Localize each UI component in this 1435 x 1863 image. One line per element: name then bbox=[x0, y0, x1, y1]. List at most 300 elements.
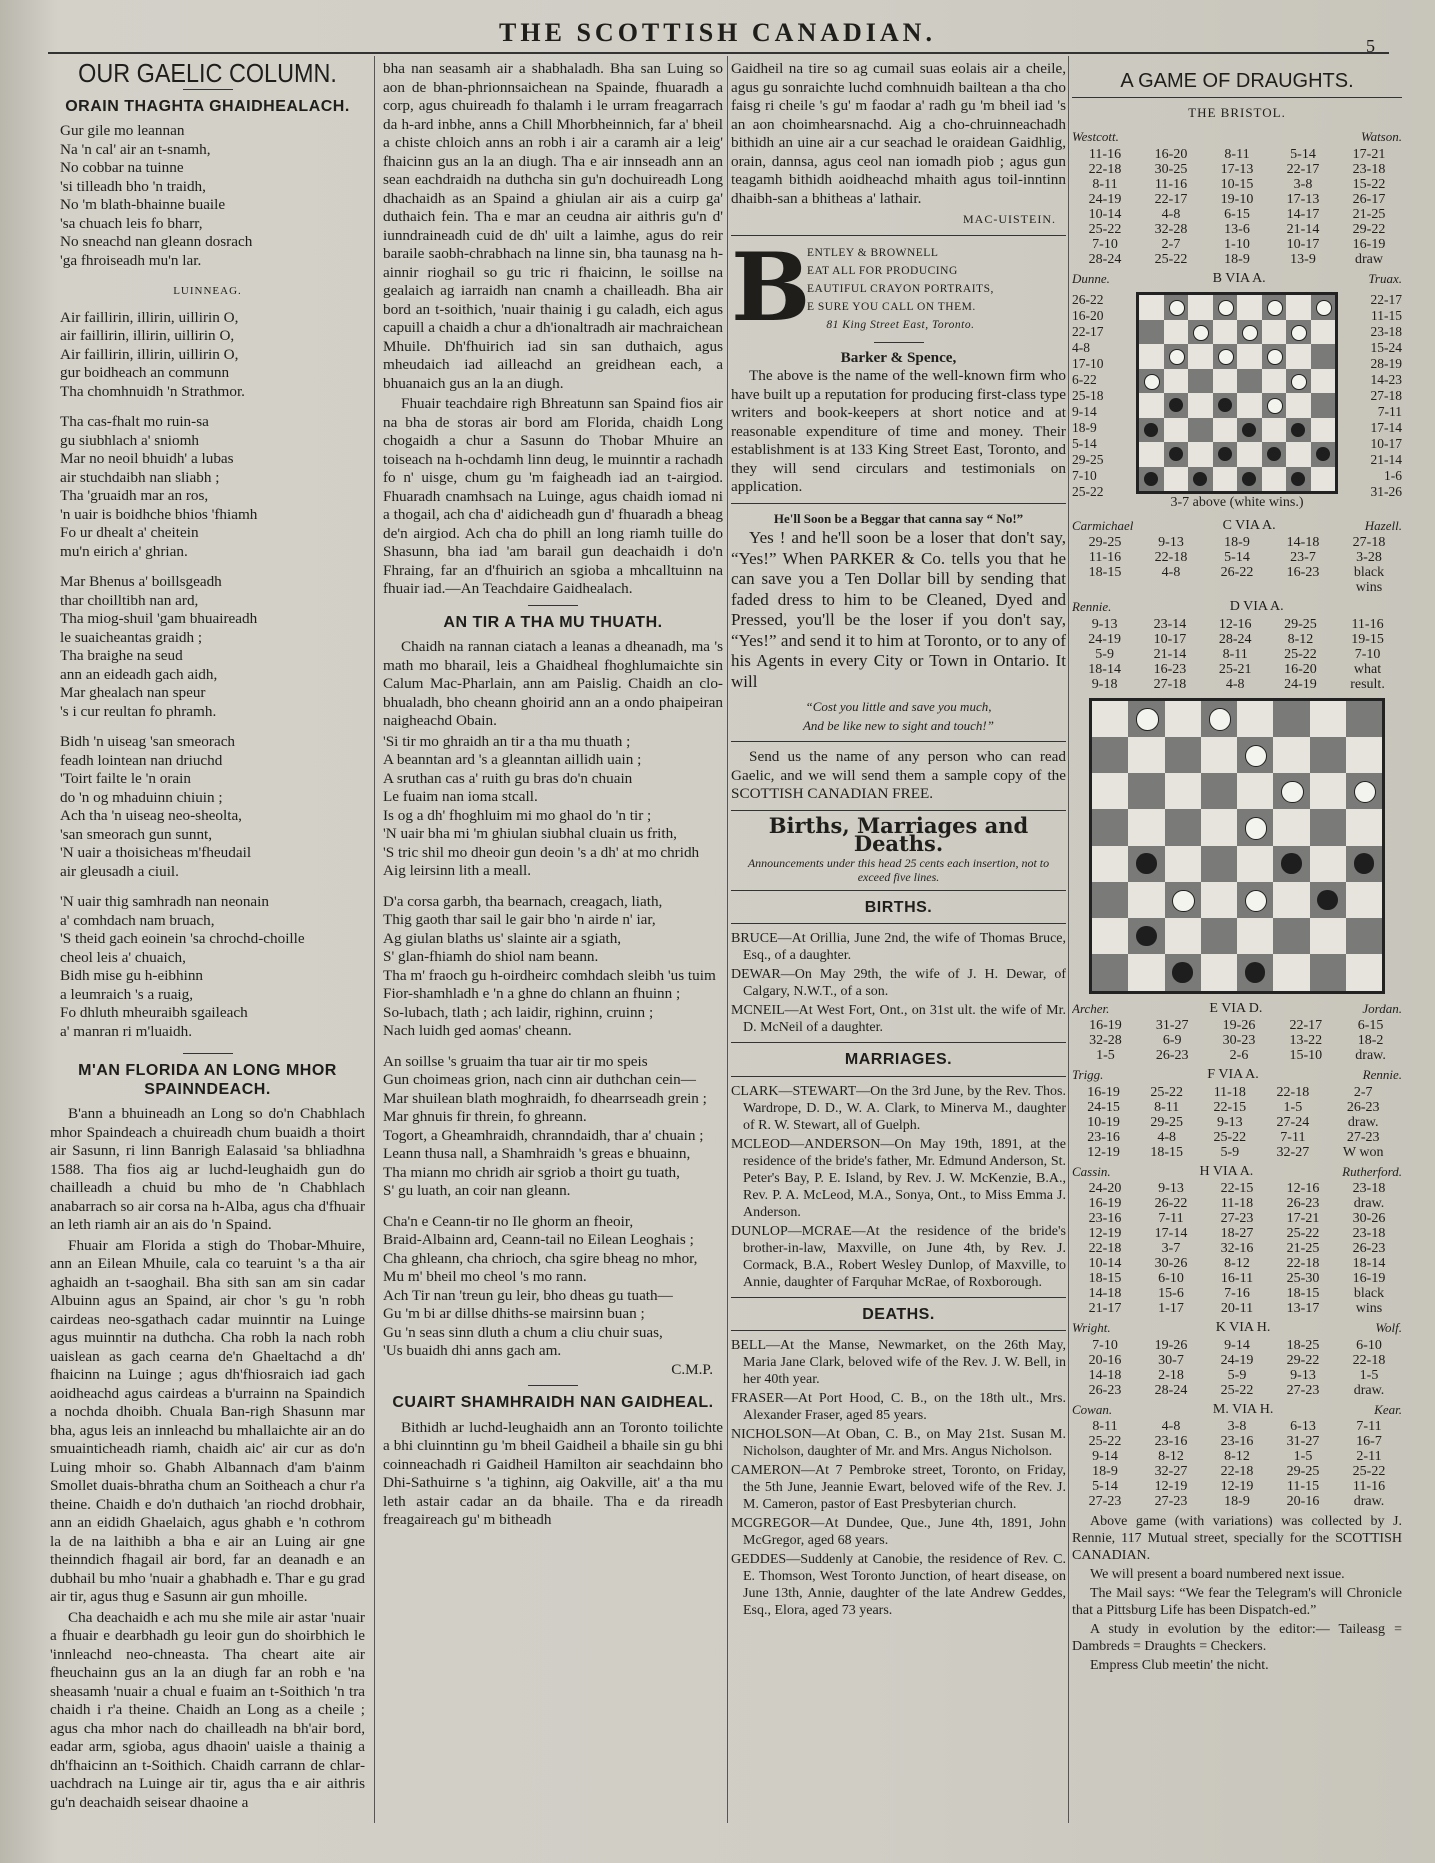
move-cell: 16-7 bbox=[1356, 1434, 1382, 1449]
move-cell: 26-23 bbox=[1286, 1196, 1320, 1211]
board-dark-square bbox=[1262, 344, 1287, 369]
moves-row bbox=[1072, 617, 1402, 632]
move-cell: 5-9 bbox=[1220, 1144, 1240, 1160]
black-piece bbox=[1242, 472, 1256, 486]
moves-row bbox=[1072, 1115, 1402, 1130]
moves-row bbox=[1072, 550, 1402, 565]
move-cell: 27-23 bbox=[1346, 1129, 1380, 1145]
board-dark-square bbox=[1262, 295, 1287, 320]
white-piece bbox=[1245, 817, 1267, 839]
move-cell: 7-11 bbox=[1280, 1129, 1306, 1145]
move-cell: 3-8 bbox=[1227, 1419, 1247, 1434]
player-name: Jordan. bbox=[1362, 1000, 1402, 1016]
move-cell: 8-11 bbox=[1092, 176, 1118, 192]
board-light-square bbox=[1188, 393, 1213, 418]
move-cell: 16-20 bbox=[1154, 146, 1188, 162]
notice-text: Send us the name of any person who can read Gaelic, and we will send them a sample copy of the SCOTTISH CANADIAN FREE. bbox=[731, 748, 1066, 802]
board-light-square bbox=[1092, 701, 1128, 737]
white-piece bbox=[1193, 325, 1209, 341]
move-cell bbox=[1204, 580, 1270, 595]
move-cell: 2-7 bbox=[1353, 1084, 1373, 1100]
move-cell: 6-10 bbox=[1158, 1271, 1184, 1286]
white-piece bbox=[1281, 781, 1303, 803]
move-cell: 7-10 bbox=[1354, 646, 1381, 662]
moves-table bbox=[1072, 1419, 1402, 1509]
board-light-square bbox=[1237, 773, 1273, 809]
move-cell: 2-11 bbox=[1356, 1449, 1382, 1464]
move-cell: 13-9 bbox=[1290, 251, 1316, 267]
move-cell: 13-17 bbox=[1286, 1301, 1320, 1316]
move-item: 17-10 bbox=[1072, 356, 1104, 371]
move-cell: 18-15 bbox=[1088, 565, 1122, 580]
move-cell: 18-14 bbox=[1088, 661, 1121, 677]
poem-stanza: 'Si tir mo ghraidh an tir a tha mu thuath ; A beanntan ard 's a gleanntan aillidh uain ; A sruthan cas a' ruith gu bras do'n chuain Le fuaim nan ioma stcall. Is og a dh' fhoghluim mi mo ghaol do 'n tir ; 'N uair bha mi 'm ghiulan siubhal cluain us frith, 'S tric shil mo dheoir gun deoin 's a dh' at mo chridh Aig leirsinn lith a meall. bbox=[383, 732, 700, 879]
move-item: 6-22 bbox=[1072, 372, 1097, 387]
ad-title: Barker & Spence, bbox=[840, 348, 957, 366]
move-cell: 3-28 bbox=[1356, 550, 1382, 565]
move-cell: 32-16 bbox=[1220, 1241, 1254, 1256]
board-dark-square bbox=[1188, 369, 1213, 394]
footer-note: A study in evolution by the editor:— Taileasg = Dambreds = Draughts = Checkers. bbox=[1072, 1622, 1402, 1654]
moves-row bbox=[1072, 177, 1402, 192]
move-cell: 16-20 bbox=[1284, 661, 1317, 677]
board-dark-square bbox=[1213, 295, 1238, 320]
move-cell: 25-22 bbox=[1352, 1464, 1386, 1479]
ad-title: He'll Soon be a Beggar that canna say “ No!” bbox=[773, 510, 1024, 526]
board-dark-square bbox=[1128, 918, 1164, 954]
variation-label: M. VIA H. bbox=[1212, 1401, 1274, 1417]
board-dark-square bbox=[1128, 773, 1164, 809]
white-piece bbox=[1169, 349, 1185, 365]
white-piece bbox=[1245, 890, 1267, 912]
move-cell: 16-23 bbox=[1153, 661, 1187, 677]
move-cell: 19-26 bbox=[1222, 1018, 1256, 1033]
moves-row bbox=[1072, 1130, 1402, 1145]
move-cell: 25-30 bbox=[1286, 1271, 1320, 1286]
column-gaelic bbox=[50, 60, 365, 1823]
board-dark-square bbox=[1092, 954, 1128, 990]
move-item: 26-22 bbox=[1072, 292, 1104, 307]
move-cell: 5-14 bbox=[1224, 550, 1250, 565]
birth-entry: BRUCE—At Orillia, June 2nd, the wife of Thomas Bruce, Esq., of a daughter. bbox=[731, 931, 1066, 963]
variation-label: D VIA A. bbox=[1229, 599, 1284, 614]
section-title: Births, Marriages and Deaths. bbox=[768, 812, 1029, 856]
board-dark-square bbox=[1311, 295, 1336, 320]
move-cell: 4-8 bbox=[1161, 565, 1181, 580]
move-cell: 16-19 bbox=[1352, 236, 1386, 252]
white-piece bbox=[1136, 708, 1158, 730]
board-dark-square bbox=[1128, 701, 1164, 737]
board-dark-square bbox=[1139, 320, 1164, 345]
black-piece bbox=[1136, 853, 1156, 873]
white-piece bbox=[1267, 349, 1283, 365]
move-cell: 29-22 bbox=[1352, 221, 1386, 237]
chorus: Air faillirin, illirin, uillirin O, air faillirin, illirin, uillirin O, Air faillirin, illirin, uillirin O, gur boidheach an communn Tha chomhnuidh 'n Strathmor. bbox=[60, 308, 245, 400]
board-light-square bbox=[1201, 737, 1237, 773]
verse: Bidh 'n uiseag 'san smeorach feadh lointean nan driuchd 'Toirt failte le 'n orain do 'n og mhaduinn chiuin ; Ach tha 'n uiseag neo-sheoltа, 'san smeorach gun sunnt, 'N uair a thoisicheas m'fheudail air gleusadh a ciuil. bbox=[60, 733, 252, 880]
player-name: Wolf. bbox=[1375, 1320, 1402, 1335]
move-cell: 16-19 bbox=[1088, 1196, 1122, 1211]
article-paragraph: Chaidh na rannan ciatach a leanas a dheanadh, ma 's math mo bharail, leis a Ghaidheal fhoghlumaichte sin Calum Mac-Pharlain, ann am Paislig. Chaidh an clo-bhualadh, bho cheann ghoirid ann an a ondo phaipeiran naigheachd Obain. bbox=[383, 638, 723, 729]
moves-row bbox=[1072, 1085, 1402, 1100]
move-cell: 9-13 bbox=[1091, 616, 1118, 632]
move-cell: 22-18 bbox=[1276, 1084, 1310, 1100]
verse: Gur gile mo leannan Na 'n cal' air an t-snamh, No cobbar na tuinne 'si tilleadh bho 'n traidh, No 'm blath-bhainne buaile 'sa chuach leis fo bharr, No sneachd nan gleann dosrach 'ga fhroiseadh mu'n lar. bbox=[60, 122, 253, 269]
board-dark-square bbox=[1092, 809, 1128, 845]
move-item: 7-11 bbox=[1377, 404, 1402, 419]
move-cell: 4-8 bbox=[1161, 206, 1181, 222]
move-cell: 26-23 bbox=[1352, 1241, 1386, 1256]
board-light-square bbox=[1164, 418, 1189, 443]
black-piece bbox=[1281, 853, 1301, 873]
move-cell: 5-9 bbox=[1227, 1367, 1247, 1383]
board-light-square bbox=[1262, 418, 1287, 443]
board-light-square bbox=[1213, 467, 1238, 492]
player-name: Archer. bbox=[1072, 1000, 1110, 1016]
move-cell: 9-13 bbox=[1216, 1114, 1243, 1130]
move-cell: 8-12 bbox=[1224, 1256, 1250, 1271]
move-cell: 15-22 bbox=[1352, 176, 1386, 192]
board-dark-square bbox=[1346, 918, 1382, 954]
board-dark-square bbox=[1201, 918, 1237, 954]
board-light-square bbox=[1164, 320, 1189, 345]
move-cell: 30-26 bbox=[1154, 1256, 1188, 1271]
moves-row bbox=[1072, 677, 1402, 692]
board-dark-square bbox=[1139, 418, 1164, 443]
board-light-square bbox=[1139, 393, 1164, 418]
move-cell: 28-24 bbox=[1154, 1382, 1188, 1398]
move-cell: what bbox=[1353, 661, 1382, 677]
move-cell: 27-23 bbox=[1220, 1211, 1254, 1226]
moves-row bbox=[1072, 535, 1402, 550]
move-cell: 10-15 bbox=[1220, 176, 1254, 192]
draughts-board bbox=[1136, 292, 1338, 494]
ad-initial: B bbox=[731, 232, 811, 343]
move-cell bbox=[1072, 580, 1138, 595]
ad-line: E SURE YOU CALL ON THEM. bbox=[807, 300, 976, 313]
board-dark-square bbox=[1346, 846, 1382, 882]
board-light-square bbox=[1286, 442, 1311, 467]
board-light-square bbox=[1310, 773, 1346, 809]
article-paragraph: bha nan seasamh air a shabhaladh. Bha san Luing so aon de bhan-phrionnsaichean na Spainde, fhuaradh a corp, agus chuireadh fo thalamh i le urram freagarrach da h-ard inbhe, anns a Chill Mhorbheinnich, far a' bheil a chiste chloich anns an robh i air a caramh air a leig' fhaicinn gus an la an diugh. Tha e air innseadh ann an sean eachdraidh na duthcha sin gu'n dochuireadh Long dhachaidh as an Spaind a ghiulan air ais a cuirp ga' duthaich fein. Tha e mar an ceudna air aithris gu'n d' iunndraineadh cuid de dh' uilt a laimhe, agus do reir baraile saobh-chrabhach na linne sin, bha taunasg na h-ainnir rioghail so gu tric ri fhaicinn, le soillse na gealaich ag iarraidh nan cnamh a chailleadh. Bha air bord an t-soithich, 'nuair thainig i gu caladh, eich agus capuill a chaidh a chur a dh'ionaltradh air machraichean Mhuile. Dh'fhuirich iad sin san duthaich, agus mheudaich iad ailleachd an greidhean each, a bhuanaich gus an la an diugh. bbox=[383, 60, 723, 392]
variation-label: B VIA A. bbox=[1212, 270, 1266, 286]
move-cell: 16-11 bbox=[1220, 1271, 1254, 1286]
move-item: 31-26 bbox=[1370, 484, 1402, 499]
move-cell: 29-25 bbox=[1286, 1464, 1320, 1479]
poem-stanza: An soillse 's gruaim tha tuar air tir mo speis Gun choimeas grion, nach cinn air duthchan cein— Mar shuilean blath moghraidh, fo dhearrsеadh grein ; Mar ghnuis fir threin, fo ghreann. Togort, a Gheamhraidh, chranndaidh, thar a' chuain ; Leann thusa nall, a Shamhraidh 's greas e bhuainn, Tha miann mo chridh air sgriob a thoirt gu tuath, S' gu luath, an coir nan gleann. bbox=[383, 1052, 707, 1199]
move-cell bbox=[1138, 580, 1204, 595]
move-cell: 11-16 bbox=[1351, 616, 1384, 632]
board-light-square bbox=[1128, 882, 1164, 918]
move-cell: 27-23 bbox=[1286, 1382, 1320, 1398]
move-cell: 10-17 bbox=[1286, 236, 1320, 252]
move-cell: 27-23 bbox=[1154, 1494, 1188, 1509]
variation-label: C VIA A. bbox=[1222, 517, 1276, 533]
verse: 'N uair thig samhradh nan neonain a' comhdach nam bruach, 'S theid gach eoinein 'sa chrochd-choille cheol leis a' chuaich, Bidh mise gu h-eibhinn a leumraich 's a ruaig, Fo dhluth mheuraibh sgaileach a' manran ri m'luaidh. bbox=[60, 893, 305, 1040]
move-cell: 32-27 bbox=[1154, 1464, 1188, 1479]
move-cell: 7-11 bbox=[1356, 1419, 1382, 1434]
move-cell: 12-16 bbox=[1218, 616, 1252, 632]
moves-row bbox=[1072, 147, 1402, 162]
move-cell: 31-27 bbox=[1155, 1018, 1189, 1033]
board-dark-square bbox=[1262, 393, 1287, 418]
board-light-square bbox=[1237, 442, 1262, 467]
board-light-square bbox=[1213, 369, 1238, 394]
signature: MAC-UISTEIN. bbox=[963, 212, 1056, 226]
board-light-square bbox=[1164, 369, 1189, 394]
player-name: Wright. bbox=[1072, 1320, 1111, 1335]
board-light-square bbox=[1346, 737, 1382, 773]
move-cell: 11-16 bbox=[1088, 550, 1122, 565]
board-light-square bbox=[1262, 320, 1287, 345]
moves-row bbox=[1072, 1368, 1402, 1383]
board-dark-square bbox=[1201, 846, 1237, 882]
board-dark-square bbox=[1237, 369, 1262, 394]
move-cell: 1-5 bbox=[1359, 1367, 1379, 1383]
variation-label: H VIA A. bbox=[1199, 1163, 1254, 1179]
moves-row bbox=[1072, 1271, 1402, 1286]
move-cell: 7-10 bbox=[1092, 1337, 1118, 1353]
moves-table bbox=[1072, 617, 1402, 692]
board-light-square bbox=[1213, 418, 1238, 443]
moves-row bbox=[1072, 1018, 1402, 1033]
move-cell: 22-17 bbox=[1154, 191, 1188, 207]
board-dark-square bbox=[1092, 737, 1128, 773]
death-entry: CAMERON—At 7 Pembroke street, Toronto, on Friday, the 5th June, Jeannie Ewart, beloved wife of the Rev. J. M. Cameron, pastor of East Presbyterian church. bbox=[731, 1463, 1066, 1512]
board-light-square bbox=[1139, 442, 1164, 467]
death-entry: GEDDES—Suddenly at Canobie, the residence of Rev. C. E. Thomson, West Toronto Junction, of heart disease, on June 13th, Annie, daughter of the late Andrew Geddes, Esq., Elora, aged 73 years. bbox=[731, 1552, 1066, 1618]
moves-row bbox=[1072, 632, 1402, 647]
move-item: 17-14 bbox=[1370, 420, 1402, 435]
move-cell: 6-15 bbox=[1357, 1018, 1384, 1033]
black-piece bbox=[1136, 926, 1156, 946]
moves-row bbox=[1072, 1434, 1402, 1449]
move-cell: 31-27 bbox=[1286, 1434, 1320, 1449]
white-piece bbox=[1291, 325, 1307, 341]
board-light-square bbox=[1310, 701, 1346, 737]
move-cell: 23-18 bbox=[1352, 1181, 1386, 1196]
move-cell: 19-15 bbox=[1351, 631, 1384, 647]
move-cell: 24-19 bbox=[1284, 676, 1317, 692]
board-light-square bbox=[1201, 954, 1237, 990]
move-cell: 29-22 bbox=[1286, 1352, 1320, 1368]
white-piece bbox=[1354, 781, 1376, 803]
board-light-square bbox=[1165, 846, 1201, 882]
moves-row bbox=[1072, 222, 1402, 237]
move-cell: 9-14 bbox=[1224, 1337, 1250, 1353]
moves-list bbox=[1356, 292, 1402, 513]
move-cell: 22-18 bbox=[1286, 1256, 1320, 1271]
white-piece bbox=[1218, 300, 1234, 316]
board-light-square bbox=[1237, 393, 1262, 418]
white-piece bbox=[1316, 300, 1332, 316]
moves-table bbox=[1072, 1181, 1402, 1316]
move-cell: 22-18 bbox=[1154, 550, 1188, 565]
ad-text: Yes ! and he'll soon be a loser that don't say, “Yes!” When PARKER & Co. tells you that he can save you a Ten Dollar bill by sending that faded dress to him to be Cleaned, Dyed and Pressed, you'll be the loser if you don't say, “Yes!” and send it to him at Toronto, or to any of his Agents in every City or Town in Ontario. It will bbox=[731, 528, 1066, 691]
verse: Mar Bhenus a' boillsgeadh thar choilltibh nan ard, Tha miog-shuil 'gam bhuaireadh le suaicheantas graidh ; Tha braighe na seud ann an eideadh gach aidh, Mar ghealach nan speur 's i cur reultan fo phramh. bbox=[60, 573, 258, 720]
move-cell: 18-14 bbox=[1352, 1256, 1386, 1271]
player-name: Rennie. bbox=[1362, 1067, 1402, 1082]
move-cell: 23-16 bbox=[1088, 1211, 1122, 1226]
moves-row bbox=[1072, 1100, 1402, 1115]
board-light-square bbox=[1139, 344, 1164, 369]
column-divider bbox=[1068, 56, 1069, 1823]
column-ads-notices bbox=[731, 60, 1066, 1823]
game-name: THE BRISTOL. bbox=[1188, 104, 1286, 120]
white-piece bbox=[1169, 300, 1185, 316]
moves-row bbox=[1072, 207, 1402, 222]
white-piece bbox=[1267, 300, 1283, 316]
move-cell: 23-14 bbox=[1153, 616, 1187, 632]
article-title: CUAIRT SHAMHRAIDH NAN GAIDHEAL. bbox=[392, 1394, 714, 1411]
board-light-square bbox=[1128, 954, 1164, 990]
move-cell: draw. bbox=[1347, 1114, 1379, 1130]
move-cell: 11-18 bbox=[1213, 1084, 1246, 1100]
move-cell: 8-12 bbox=[1224, 1449, 1250, 1464]
black-piece bbox=[1317, 890, 1337, 910]
move-item: 9-14 bbox=[1072, 404, 1097, 419]
black-piece bbox=[1218, 398, 1232, 412]
move-cell: 24-19 bbox=[1220, 1352, 1254, 1368]
article-paragraph: Fhuair teachdaire righ Bhreatunn san Spaind fios air na bha de storas air bord am Florida, chaidh Long chogaidh a chur a Sasunn do Thobar Mhuire an toiseach na h-ochdamh linn deug, le muinntir a rachadh fo n' uisge, chum gu 'm faigheadh iad an t-airgiod. Fhuaradh cnamhsach na Luinge, agus chaidh iomad ni a thogail, ach cha d' aidicheadh gun d' fhuaradh a bheag de'n airgiod. Ach cha do phill an long riamh tuille do Shasunn, bha iad 'am barail gun deachaidh i do'n Fhraing, far an d'fhuirich an sgioba a mhcalltuinn na fhuair iad.—An Teachdaire Gaidhealach. bbox=[383, 395, 723, 597]
board-dark-square bbox=[1237, 809, 1273, 845]
board-light-square bbox=[1311, 369, 1336, 394]
moves-row bbox=[1072, 1338, 1402, 1353]
moves-row bbox=[1072, 1301, 1402, 1316]
white-piece bbox=[1144, 374, 1160, 390]
board-light-square bbox=[1237, 295, 1262, 320]
move-cell: 11-16 bbox=[1154, 176, 1188, 192]
black-piece bbox=[1291, 472, 1305, 486]
verse: Tha cas-fhalt mo ruin-sa gu siubhlach a' sniomh Mar no neoil bhuidh' a lubas air stuchdaibh nan sliabh ; Tha 'gruaidh mar an ros, 'n uair is boidhche bhios 'fhiamh Fo ur dhealt a' cheitein mu'n eirich a' ghrian. bbox=[60, 413, 258, 560]
move-cell: 29-25 bbox=[1088, 535, 1122, 550]
player-name: Dunne. bbox=[1072, 270, 1110, 286]
move-cell: 28-24 bbox=[1088, 251, 1122, 267]
variation-label: F VIA A. bbox=[1207, 1067, 1259, 1082]
move-cell: 24-20 bbox=[1088, 1181, 1122, 1196]
move-cell: 27-23 bbox=[1088, 1494, 1122, 1509]
signature: C.M.P. bbox=[671, 1360, 713, 1378]
move-cell: 21-14 bbox=[1286, 221, 1320, 237]
board-dark-square bbox=[1213, 344, 1238, 369]
move-cell: 15-10 bbox=[1289, 1048, 1323, 1063]
board-dark-square bbox=[1237, 418, 1262, 443]
player-name: Truax. bbox=[1368, 270, 1402, 286]
move-item: 28-19 bbox=[1370, 356, 1402, 371]
board-light-square bbox=[1213, 320, 1238, 345]
board-light-square bbox=[1092, 918, 1128, 954]
move-cell: 23-18 bbox=[1352, 161, 1386, 177]
board-light-square bbox=[1311, 320, 1336, 345]
births-heading: BIRTHS. bbox=[864, 898, 933, 916]
move-cell: wins bbox=[1355, 580, 1383, 595]
moves-row bbox=[1072, 1256, 1402, 1271]
board-dark-square bbox=[1164, 442, 1189, 467]
move-cell: 12-16 bbox=[1286, 1181, 1320, 1196]
board-dark-square bbox=[1188, 418, 1213, 443]
column-divider bbox=[727, 56, 728, 1823]
ad-quote: “Cost you little and save you much, And be like new to sight and touch!” bbox=[802, 699, 994, 733]
masthead-rule bbox=[48, 52, 1389, 54]
move-cell: 32-28 bbox=[1089, 1033, 1122, 1048]
board-light-square bbox=[1139, 295, 1164, 320]
death-entry: BELL—At the Manse, Newmarket, on the 26th May, Maria Jane Clark, beloved wife of the Rev. J. W. Bell, in her 40th year. bbox=[731, 1338, 1066, 1387]
footer-note: We will present a board numbered next issue. bbox=[1090, 1567, 1345, 1582]
board-caption: 3-7 above (white wins.) bbox=[1170, 495, 1304, 510]
move-cell: 17-14 bbox=[1154, 1226, 1188, 1241]
draughts-board bbox=[1089, 698, 1385, 994]
article-paragraph: B'ann a bhuineadh an Long so do'n Chabhlach mhor Spaindeach a chuireadh chum buaidh a thoirt air Sasunn, ri linn Banrigh Ealasaid 'sa bhliadhna 1588. Tha fios aig ar luchd-leughaidh gun do chailleadh a chuid bu mho de 'n Chabhlach anabarrach so air corsa na h-Alba, agus cha d'fhuair an leth riamh air an ais do 'n Spaind. bbox=[50, 1105, 365, 1233]
move-cell: 15-6 bbox=[1158, 1286, 1184, 1301]
board-dark-square bbox=[1092, 882, 1128, 918]
chorus-label: LUINNEAG. bbox=[173, 285, 242, 297]
board-light-square bbox=[1310, 846, 1346, 882]
move-cell: 24-19 bbox=[1088, 631, 1121, 647]
move-cell: 26-22 bbox=[1220, 565, 1254, 580]
ad-text: The above is the name of the well-known firm who have built up a reputation for producing first-class type writers and book-keepers at short notice and at reasonable expenditure of time and money. Their establishment is at 133 King Street East, Toronto, and they will send circulars and testimonials on application. bbox=[731, 367, 1066, 495]
move-cell: 9-13 bbox=[1158, 1181, 1184, 1196]
move-cell: wins bbox=[1355, 1301, 1383, 1316]
moves-row bbox=[1072, 565, 1402, 580]
board-light-square bbox=[1237, 846, 1273, 882]
board-dark-square bbox=[1139, 467, 1164, 492]
move-cell: 21-17 bbox=[1088, 1301, 1122, 1316]
board-light-square bbox=[1286, 295, 1311, 320]
board-dark-square bbox=[1286, 320, 1311, 345]
board-light-square bbox=[1262, 369, 1287, 394]
move-item: 18-9 bbox=[1072, 420, 1097, 435]
move-item: 25-22 bbox=[1072, 484, 1104, 499]
white-piece bbox=[1267, 398, 1283, 414]
moves-row bbox=[1072, 1033, 1402, 1048]
move-cell: 12-19 bbox=[1154, 1479, 1188, 1494]
white-piece bbox=[1209, 708, 1231, 730]
move-cell: 6-10 bbox=[1356, 1337, 1382, 1353]
section-title: OUR GAELIC COLUMN. bbox=[78, 60, 337, 88]
move-cell: 17-21 bbox=[1352, 146, 1386, 162]
move-cell: 19-26 bbox=[1154, 1337, 1188, 1353]
board-dark-square bbox=[1213, 393, 1238, 418]
black-piece bbox=[1291, 423, 1305, 437]
moves-row bbox=[1072, 1419, 1402, 1434]
move-cell: 11-16 bbox=[1088, 146, 1122, 162]
board-dark-square bbox=[1286, 467, 1311, 492]
deaths-heading: DEATHS. bbox=[862, 1305, 935, 1323]
move-cell: 13-6 bbox=[1224, 221, 1250, 237]
moves-row bbox=[1072, 1353, 1402, 1368]
white-piece bbox=[1218, 349, 1234, 365]
board-light-square bbox=[1273, 737, 1309, 773]
ad-address: 81 King Street East, Toronto. bbox=[826, 318, 975, 331]
moves-row bbox=[1072, 1196, 1402, 1211]
move-cell: 21-14 bbox=[1153, 646, 1187, 662]
ad-line: EAT ALL FOR PRODUCING bbox=[807, 264, 958, 277]
black-piece bbox=[1218, 447, 1232, 461]
black-piece bbox=[1144, 423, 1158, 437]
board-dark-square bbox=[1273, 846, 1309, 882]
move-item: 5-14 bbox=[1072, 436, 1097, 451]
move-cell: 5-9 bbox=[1095, 646, 1114, 662]
move-cell: 6-15 bbox=[1224, 206, 1250, 222]
board-dark-square bbox=[1310, 882, 1346, 918]
move-cell: 25-22 bbox=[1088, 221, 1122, 237]
board-dark-square bbox=[1165, 882, 1201, 918]
move-cell: 2-18 bbox=[1158, 1367, 1184, 1383]
move-cell: 17-13 bbox=[1286, 191, 1320, 207]
board-dark-square bbox=[1273, 918, 1309, 954]
moves-table bbox=[1072, 1085, 1402, 1160]
move-cell: 22-18 bbox=[1088, 1241, 1122, 1256]
